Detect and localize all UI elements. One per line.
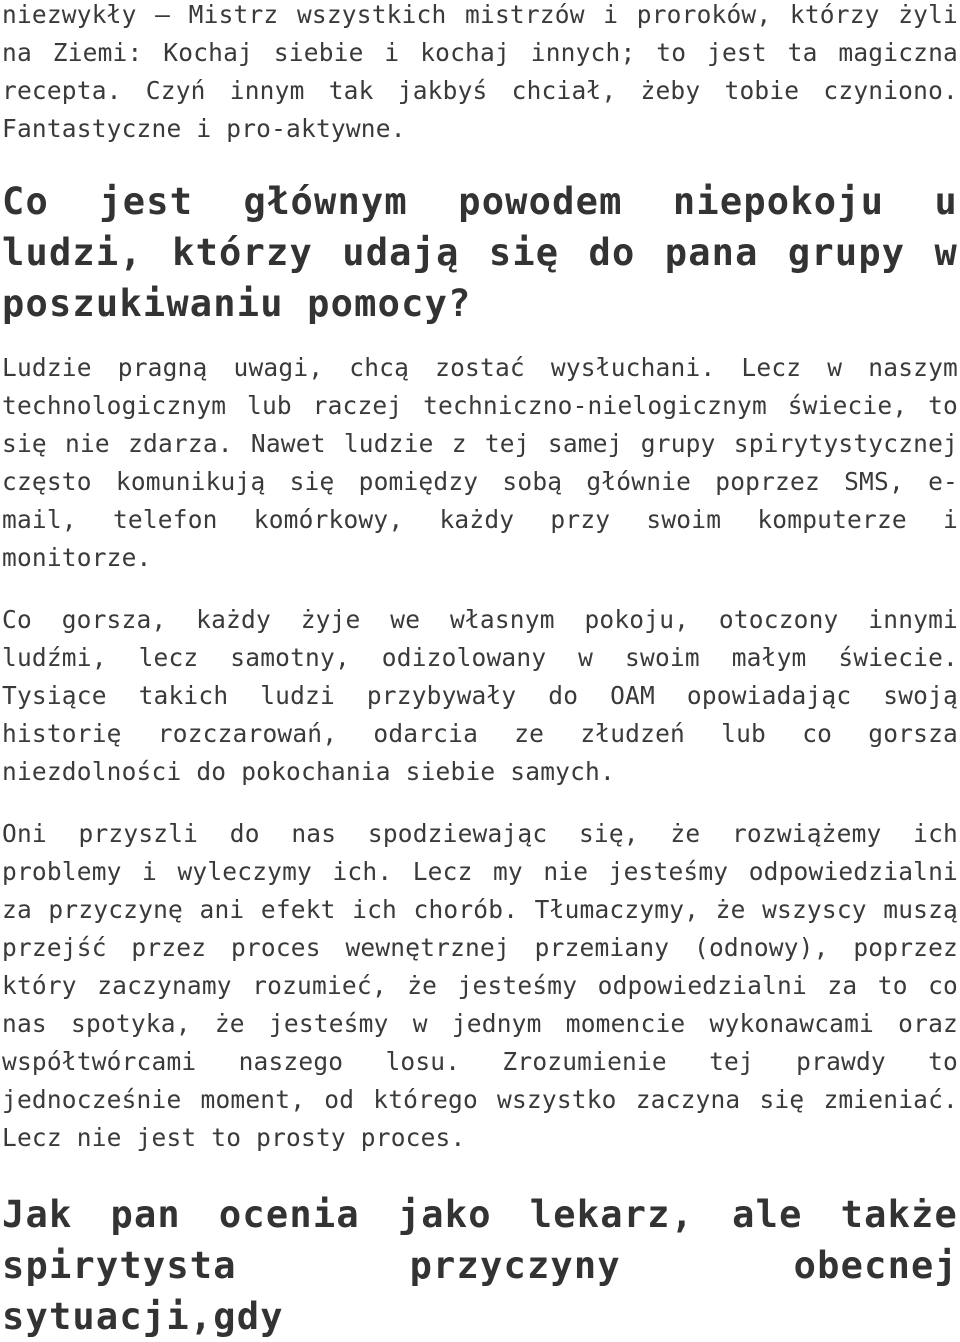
answer-paragraph-3: Oni przyszli do nas spodziewając się, że rozwiążemy ich problemy i wyleczymy ich. Lecz my nie jesteśmy odpowiedzialni za przyczynę ani efekt ich chorób. Tłumaczymy, że wszyscy muszą przejść przez proces wewnętrznej przemiany (odnowy), poprzez który zaczynamy rozumieć, że jesteśmy odpowiedzialni za to co nas spotyka, że jesteśmy w jednym momencie wykonawcami oraz współtwórcami naszego losu. Zrozumienie tej prawdy to jednocześnie moment, od którego wszystko zaczyna się zmieniać. Lecz nie jest to prosty proces. (2, 819, 958, 1152)
next-question-heading: Jak pan ocenia jako lekarz, ale także spirytysta przyczyny obecnej sytuacji,gdy (2, 1193, 958, 1338)
answer-paragraph-2: Co gorsza, każdy żyje we własnym pokoju, otoczony innymi ludźmi, lecz samotny, odizolowany w swoim małym świecie. Tysiące takich ludzi przybywały do OAM opowiadając swoją historię rozczarowań, odarcia ze złudzeń lub co gorsza niezdolności do pokochania siebie samych. (2, 605, 958, 786)
answer-paragraph-1: Ludzie pragną uwagi, chcą zostać wysłuchani. Lecz w naszym technologicznym lub raczej techniczno-nielogicznym świecie, to się nie zdarza. Nawet ludzie z tej samej grupy spirytystycznej często komunikują się pomiędzy sobą głównie poprzez SMS, e-mail, telefon komórkowy, każdy przy swoim komputerze i monitorze. (2, 353, 958, 572)
interview-question-heading: Co jest głównym powodem niepokoju u ludzi, którzy udają się do pana grupy w poszukiwaniu pomocy? (2, 180, 958, 325)
intro-paragraph: niezwykły — Mistrz wszystkich mistrzów i proroków, którzy żyli na Ziemi: Kochaj siebie i kochaj innych; to jest ta magiczna recepta. Czyń innym tak jakbyś chciał, żeby tobie czyniono. Fantastyczne i pro-aktywne. (2, 0, 958, 143)
article-body (2, 0, 958, 1342)
